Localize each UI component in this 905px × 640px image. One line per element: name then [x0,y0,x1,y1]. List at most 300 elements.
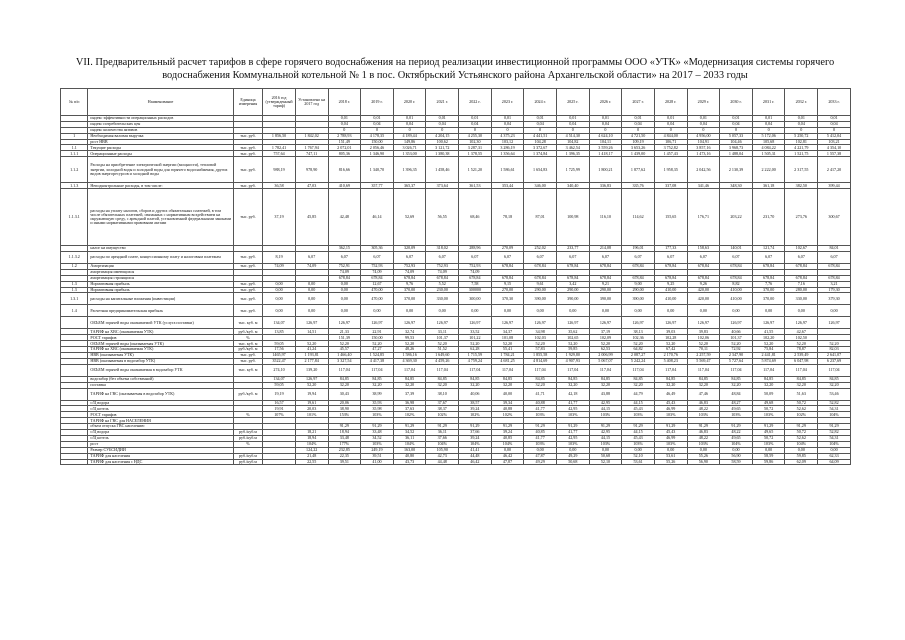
value-cell: 49,65 [752,430,785,436]
value-cell: 126,97 [785,317,818,329]
value-cell: 410,00 [720,287,753,293]
value-cell: 5 242,24 [622,358,655,364]
value-cell: 0,00 [818,305,851,317]
value-cell: 390,00 [524,293,557,305]
value-cell: 678,84 [556,275,589,281]
row-name-cell: водозабор (без объема собственной) [88,376,233,382]
row-name-cell: ТАРИФ на ГВС для НАСЕЛЕНИЯ [88,418,233,424]
value-cell: 1 586,61 [491,157,524,183]
value-cell: 0,01 [361,116,394,122]
value-cell: 109,19 [622,139,655,145]
value-cell: 72,92 [720,347,753,353]
value-cell: 1 466,40 [328,353,361,359]
value-cell: 84,85 [818,376,851,382]
value-cell: 4 204,15 [426,133,459,139]
value-cell: 101,37 [720,335,753,341]
value-cell: 4 814,69 [524,358,557,364]
value-cell: 41,77 [556,430,589,436]
value-cell: 3,21 [818,281,851,287]
value-cell: 5,52 [426,281,459,287]
value-cell: 41,55 [752,329,785,335]
value-cell: 104,91 [687,139,720,145]
value-cell: 30,43 [328,388,361,400]
column-header: 2024 г. [524,89,557,116]
value-cell: 0,00 [328,287,361,293]
value-cell: 273,76 [785,189,818,246]
value-cell: 52,20 [295,341,328,347]
value-cell: 290,00 [589,287,622,293]
value-cell: 42,67 [785,329,818,335]
value-cell: 0,00 [622,305,655,317]
value-cell [263,459,296,465]
row-name-cell: Операционные расходы [88,151,233,157]
value-cell: 6,07 [589,252,622,264]
value-cell: 177,33 [654,246,687,252]
value-cell: 176,71 [687,189,720,246]
value-cell: 0,00 [654,447,687,453]
value-cell: 330,00 [426,293,459,305]
value-cell: 678,84 [720,275,753,281]
value-cell: 52,20 [818,341,851,347]
row-name-cell: Неподконтрольные расходы, в том числе: [88,183,233,189]
value-cell: 91,29 [491,424,524,430]
value-cell: 117,04 [720,364,753,376]
value-cell: 1 784,21 [491,353,524,359]
value-cell: 59,05 [263,341,296,347]
value-cell: 124,22 [295,447,328,453]
value-cell: 0 [361,127,394,133]
value-cell: 84,01 [818,246,851,252]
value-cell: 126,97 [589,317,622,329]
row-number-cell: 1.1.3.1 [61,189,88,246]
value-cell: 9,00 [622,281,655,287]
unit-cell: % [233,335,262,341]
value-cell: 163,00 [393,447,426,453]
value-cell: 0,01 [785,116,818,122]
value-cell: 134,07 [263,317,296,329]
value-cell: 0 [720,127,753,133]
value-cell: 126,97 [687,317,720,329]
value-cell: 45,85 [295,189,328,246]
value-cell: 84,85 [459,376,492,382]
value-cell: 52,20 [622,341,655,347]
value-cell: 0,01 [426,116,459,122]
value-cell: 35,93 [361,400,394,406]
value-cell: 62,33 [818,453,851,459]
value-cell: 50,72 [785,430,818,436]
column-header: Наименование [88,89,233,116]
value-cell: 48,22 [687,406,720,412]
value-cell: 231,70 [752,189,785,246]
value-cell: 18,94 [295,435,328,441]
value-cell: 103% [752,412,785,418]
value-cell: 6,07 [654,252,687,264]
value-cell: 151,39 [328,335,361,341]
value-cell: 3 462,54 [556,145,589,151]
row-name-cell: ТАРИФ на ХВС (оказываемая УТК) [88,347,233,353]
value-cell: 0 [556,127,589,133]
value-cell: 37,19 [263,189,296,246]
page-title: VII. Предварительный расчет тарифов в сфере горячего водоснабжения на период реализации инвестиционной программы ООО «УТК» «Модернизация системы горячего водоснабжения Коммунальной котельной № 1 в пос. Октябрьский Устьянского района Архангельской области» на 2017 – 2033 годы [75,57,835,81]
value-cell: 39,03 [654,329,687,335]
value-cell: 38,90 [328,406,361,412]
row-name-cell: Нормативная прибыль [88,287,233,293]
value-cell: 59,85 [785,453,818,459]
value-cell: 117,04 [556,364,589,376]
unit-cell: тыс. куб. м [233,364,262,376]
value-cell: 0,00 [295,305,328,317]
row-name-cell: ТАРИФ для населения с НДС [88,459,233,465]
row-name-cell: Расчетная предпринимательская прибыль [88,305,233,317]
value-cell: 0,00 [589,305,622,317]
row-number-cell: 1.1.2 [61,157,88,183]
value-cell: 6,07 [785,252,818,264]
value-cell: 2 177,84 [295,358,328,364]
value-cell: 1 586,16 [393,353,426,359]
value-cell: 0,01 [589,116,622,122]
value-cell: 102,65 [556,335,589,341]
value-cell: 270,00 [491,287,524,293]
value-cell: 84,85 [785,376,818,382]
row-name-cell: расходы на капитальные вложения (инвестиции) [88,293,233,305]
value-cell: 42,95 [589,430,622,436]
value-cell: 117,04 [361,364,394,376]
value-cell: 104,11 [589,139,622,145]
value-cell: 126,97 [556,317,589,329]
value-cell: 64,82 [622,347,655,353]
value-cell: 0,00 [752,305,785,317]
row-name-cell: РОСТ тарифов [88,412,233,418]
value-cell: 126,97 [491,317,524,329]
value-cell: 45,43 [622,406,655,412]
value-cell: 752,93 [459,264,492,270]
value-cell: 290,00 [556,287,589,293]
value-cell: 116,10 [589,189,622,246]
value-cell: 0,04 [361,121,394,127]
value-cell: 0 [524,127,557,133]
value-cell: 74,09 [361,269,394,275]
value-cell: 51,63 [785,388,818,400]
value-cell: 7,16 [785,281,818,287]
value-cell: 59,86 [752,459,785,465]
value-cell: 46,83 [687,400,720,406]
row-name-cell: Расходы на приобретение электрической энергии (мощности), тепловой энергии, холодной воды и холодной воды для горячего водоснабжения, других видов энергоресурсов и холодной воды [88,157,233,183]
value-cell: 62,28 [459,347,492,353]
table-body [61,116,851,465]
value-cell: 0,04 [752,121,785,127]
value-cell: 4 956,00 [687,133,720,139]
value-cell: 84,85 [426,376,459,382]
value-cell: 102,28 [654,335,687,341]
value-cell: 40,85 [524,430,557,436]
value-cell: 0,00 [295,281,328,287]
value-cell: 288,96 [459,246,492,252]
unit-cell: руб./куб.м [233,435,262,441]
value-cell: 0 [654,127,687,133]
column-header: 2019 г. [361,89,394,116]
value-cell: 45,43 [622,435,655,441]
value-cell: 20,06 [328,400,361,406]
unit-cell: тыс. руб. [233,252,262,264]
value-cell: 104,82 [556,139,589,145]
value-cell: 103% [589,412,622,418]
value-cell: 3 559,26 [589,145,622,151]
value-cell: 91,29 [622,424,655,430]
value-cell: 44,15 [622,430,655,436]
value-cell: 0 [622,127,655,133]
value-cell: 1 524,85 [361,353,394,359]
value-cell: 55,26 [654,459,687,465]
value-cell: 153% [328,412,361,418]
value-cell: 84,85 [752,376,785,382]
value-cell: 390,00 [556,293,589,305]
value-cell: 1 521,20 [459,157,492,183]
value-cell: 155,65 [654,189,687,246]
value-cell: 0,04 [720,121,753,127]
value-cell: 3 968,73 [720,145,753,151]
value-cell: 678,84 [818,275,851,281]
value-cell: 1 725,99 [556,157,589,183]
value-cell: 1 458,46 [426,157,459,183]
value-cell: 33,52 [459,329,492,335]
table-row [61,364,851,376]
value-cell: 1 557,38 [818,151,851,157]
value-cell: 1 374,84 [524,151,557,157]
value-cell: 49,29 [524,459,557,465]
value-cell: 58,59 [720,459,753,465]
value-cell: 337,08 [654,183,687,189]
value-cell: 203,22 [720,189,753,246]
value-cell: 74,09 [459,269,492,275]
value-cell: 2 257,59 [687,353,720,359]
value-cell: 102,30 [459,139,492,145]
value-cell: 103,12 [491,139,524,145]
value-cell: 91,29 [752,424,785,430]
value-cell: 84,85 [328,376,361,382]
unit-cell: руб./куб. м [233,329,262,335]
value-cell: 0 [426,127,459,133]
table-row [61,388,851,400]
value-cell: 33,48 [328,435,361,441]
value-cell: 35,62 [556,329,589,335]
column-header: 2027 г. [622,89,655,116]
value-cell: 5 408,23 [654,358,687,364]
value-cell: 4 221,79 [785,145,818,151]
value-cell: 7,58 [459,281,492,287]
value-cell: 103% [361,441,394,447]
value-cell: 0,00 [328,293,361,305]
value-cell: 32,20 [589,382,622,388]
value-cell: 104% [785,441,818,447]
tariff-table-container [60,88,851,465]
value-cell: 6,07 [556,252,589,264]
value-cell: 300,00 [459,293,492,305]
value-cell: 0,01 [818,116,851,122]
value-cell: 0,00 [295,293,328,305]
value-cell: 0,01 [524,116,557,122]
row-name-cell: ОБЪЕМ горячей воды оказываемой УТК (услуга поставки) [88,317,233,329]
value-cell: 0,00 [524,447,557,453]
value-cell: 9,61 [524,281,557,287]
row-name-cell: индекс эффективности операционных расходов [88,116,233,122]
value-cell: 0,01 [720,116,753,122]
value-cell: 57,83 [524,347,557,353]
value-cell: 126,97 [622,317,655,329]
value-cell: 280,00 [785,287,818,293]
value-cell: 0 [687,127,720,133]
value-cell: 35,98 [361,406,394,412]
value-cell: 91,29 [524,424,557,430]
value-cell: 2 006,99 [589,353,622,359]
value-cell: 103% [556,412,589,418]
value-cell: 3 752,82 [654,145,687,151]
value-cell: 361,18 [752,183,785,189]
value-cell: 48,22 [720,430,753,436]
value-cell: 4 354,10 [818,145,851,151]
value-cell: 106,71 [654,139,687,145]
value-cell: 2 441,81 [752,353,785,359]
value-cell: 6,07 [752,252,785,264]
value-cell: 232,85 [328,447,361,453]
value-cell: 678,84 [622,264,655,270]
column-header: 2028 г. [654,89,687,116]
row-number-cell [61,459,88,465]
value-cell: 103,21 [818,139,851,145]
value-cell: 56,90 [720,453,753,459]
row-number-cell: 1.2 [61,264,88,270]
value-cell: 40,88 [491,406,524,412]
value-cell: 91,29 [426,424,459,430]
value-cell: 126,97 [524,317,557,329]
value-cell: 52,20 [654,341,687,347]
value-cell: 2 417,20 [818,157,851,183]
value-cell: 678,84 [393,275,426,281]
value-cell: 2 641,07 [818,353,851,359]
unit-cell: тыс. руб. [233,189,262,246]
value-cell: 103% [622,441,655,447]
value-cell: 0,04 [589,121,622,127]
row-number-cell: 1.1.3 [61,183,88,189]
value-cell: 34,52 [393,430,426,436]
value-cell: 1 505,31 [752,151,785,157]
value-cell: 0,01 [491,116,524,122]
value-cell: 41,77 [524,406,557,412]
value-cell: 52,20 [720,341,753,347]
value-cell: 45,43 [654,430,687,436]
value-cell: 1 396,35 [556,151,589,157]
value-cell: 52,82 [818,430,851,436]
value-cell: 361,53 [459,183,492,189]
value-cell: 678,84 [459,275,492,281]
value-cell: 18,21 [295,430,328,436]
value-cell: 102,20 [752,335,785,341]
value-cell: 0,01 [393,116,426,122]
value-cell: 32,20 [524,382,557,388]
unit-cell: тыс. руб. [233,305,262,317]
value-cell: 1 958,35 [654,157,687,183]
value-cell: 50,68 [589,453,622,459]
value-cell: 38,57 [459,400,492,406]
value-cell: 46,49 [654,388,687,400]
value-cell: 126,97 [328,317,361,329]
column-header: 2020 г. [393,89,426,116]
row-number-cell [61,388,88,400]
value-cell: 74,09 [426,269,459,275]
value-cell: 101,37 [426,335,459,341]
row-number-cell [61,364,88,376]
value-cell: 104% [393,441,426,447]
value-cell: 420,00 [687,293,720,305]
value-cell: 19,61 [295,400,328,406]
value-cell: 38,10 [426,388,459,400]
value-cell: 41,24 [295,347,328,353]
value-cell: 38,99 [361,388,394,400]
value-cell: 0,04 [524,121,557,127]
value-cell: 6,07 [818,252,851,264]
value-cell: 49,68 [752,400,785,406]
value-cell: 3 287,31 [459,145,492,151]
value-cell: 0,01 [622,116,655,122]
value-cell: 678,84 [818,264,851,270]
unit-cell: руб./куб.м [233,453,262,459]
value-cell: 52,20 [752,341,785,347]
value-cell: 104% [720,441,753,447]
unit-cell: тыс. руб. [233,145,262,151]
row-name-cell: с/Ц котель [88,406,233,412]
value-cell: 103% [752,441,785,447]
value-cell: 678,84 [622,275,655,281]
value-cell: 0,04 [622,121,655,127]
row-number-cell: 1.4 [61,305,88,317]
value-cell: 103% [654,441,687,447]
value-cell: 757,64 [263,151,296,157]
unit-cell: тыс. руб. [233,281,262,287]
row-name-cell: РОСТ тарифов [88,335,233,341]
value-cell: 0,04 [459,121,492,127]
value-cell: 420,00 [687,287,720,293]
value-cell: 805,36 [328,151,361,157]
row-name-cell: Необходимая валовая выручка [88,133,233,139]
value-cell: 348,30 [720,183,753,189]
row-name-cell: с/Ц котель [88,435,233,441]
unit-cell: тыс. руб. [233,264,262,270]
value-cell: 32,20 [687,382,720,388]
value-cell: 32,20 [393,382,426,388]
value-cell: 0 [818,127,851,133]
value-cell: 410,00 [654,293,687,305]
value-cell: 1 418,17 [589,151,622,157]
row-name-cell: расходы по арендной плате, концессионному плату и налоговым платежам [88,252,233,264]
value-cell: 6,07 [393,252,426,264]
value-cell: 91,29 [459,424,492,430]
value-cell: 2 072,01 [328,145,361,151]
value-cell: 0,04 [785,121,818,127]
value-cell: 91,29 [328,424,361,430]
value-cell: 373,64 [426,183,459,189]
value-cell: 410,69 [328,183,361,189]
value-cell: 102% [393,412,426,418]
value-cell: 36,98 [393,400,426,406]
value-cell: 103% [524,412,557,418]
value-cell: 41,71 [524,388,557,400]
value-cell: 84,85 [556,376,589,382]
value-cell: 4 375,23 [491,133,524,139]
value-cell: 52,20 [687,341,720,347]
value-cell: 126,97 [295,317,328,329]
value-cell: 300000 [459,287,492,293]
row-name-cell: ТАРИФ на ХВС (оказываемая УТК) [88,329,233,335]
value-cell: 46,99 [654,406,687,412]
